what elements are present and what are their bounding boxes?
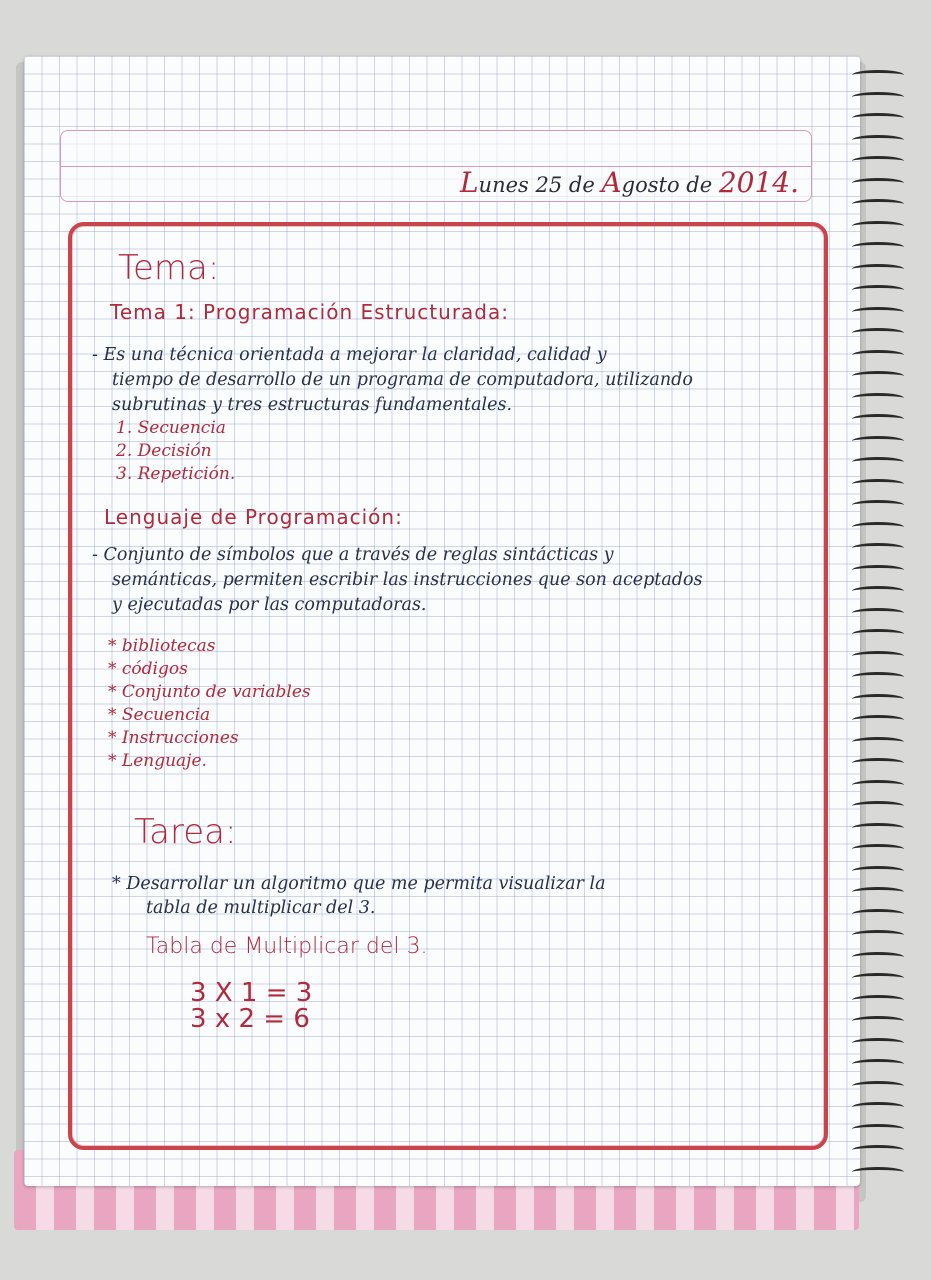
spiral-coil: [852, 844, 904, 854]
spiral-coil: [852, 565, 904, 575]
tema-item-3: 3. Repetición.: [116, 464, 236, 484]
spiral-coil: [852, 651, 904, 661]
spiral-coil: [852, 457, 904, 467]
spiral-coil: [852, 264, 904, 274]
tema-line-2: tiempo de desarrollo de un programa de computadora, utilizando: [112, 370, 693, 390]
spiral-coil: [852, 1124, 904, 1134]
tarea-heading: Tarea:: [134, 812, 237, 852]
tema-item-2: 2. Decisión: [116, 441, 212, 461]
spiral-coil: [852, 436, 904, 446]
spiral-coil: [852, 672, 904, 682]
date-cap-a: A: [601, 166, 622, 199]
lenguaje-bullet-1: * bibliotecas: [108, 636, 216, 656]
spiral-coil: [852, 1145, 904, 1155]
spiral-coil: [852, 414, 904, 424]
lenguaje-line-3: y ejecutadas por las computadoras.: [112, 595, 427, 615]
lenguaje-line-1: - Conjunto de símbolos que a través de reglas sintácticas y: [92, 545, 614, 565]
spiral-coil: [852, 909, 904, 919]
tema-heading: Tema:: [118, 248, 220, 288]
table-row-1: 3 X 1 = 3: [190, 978, 313, 1008]
lenguaje-line-2: semánticas, permiten escribir las instrucciones que son aceptados: [112, 570, 703, 590]
spiral-coil: [852, 285, 904, 295]
spiral-coil: [852, 1102, 904, 1112]
spiral-coil: [852, 199, 904, 209]
tarea-line-1: * Desarrollar un algoritmo que me permita visualizar la: [112, 874, 606, 894]
spiral-coil: [852, 823, 904, 833]
tema-subheading: Tema 1: Programación Estructurada:: [110, 300, 509, 324]
spiral-coil: [852, 328, 904, 338]
table-title: Tabla de Multiplicar del 3.: [146, 934, 428, 959]
spiral-coil: [852, 866, 904, 876]
spiral-coil: [852, 586, 904, 596]
tema-line-3: subrutinas y tres estructuras fundamentales.: [112, 395, 513, 415]
lenguaje-bullet-4: * Secuencia: [108, 705, 211, 725]
spiral-coil: [852, 156, 904, 166]
tarea-line-2: tabla de multiplicar del 3.: [146, 898, 376, 918]
lenguaje-bullet-3: * Conjunto de variables: [108, 682, 311, 702]
spiral-coil: [852, 221, 904, 231]
spiral-coil: [852, 70, 904, 80]
spiral-coil: [852, 694, 904, 704]
spiral-coil: [852, 887, 904, 897]
spiral-coil: [852, 629, 904, 639]
table-row-2: 3 x 2 = 6: [190, 1004, 310, 1034]
spiral-coil: [852, 543, 904, 553]
spiral-coil: [852, 178, 904, 188]
spiral-coil: [852, 715, 904, 725]
date-line: [460, 166, 799, 199]
lenguaje-bullet-2: * códigos: [108, 659, 188, 679]
spiral-coil: [852, 92, 904, 102]
spiral-coil: [852, 350, 904, 360]
spiral-coil: [852, 758, 904, 768]
spiral-coil: [852, 479, 904, 489]
tema-item-1: 1. Secuencia: [116, 418, 226, 438]
spiral-coil: [852, 1167, 904, 1177]
spiral-coil: [852, 522, 904, 532]
spiral-coil: [852, 801, 904, 811]
spiral-coil: [852, 737, 904, 747]
spiral-coil: [852, 973, 904, 983]
spiral-coil: [852, 930, 904, 940]
tema-line-1: - Es una técnica orientada a mejorar la claridad, calidad y: [92, 345, 607, 365]
spiral-coil: [852, 995, 904, 1005]
spiral-coil: [852, 500, 904, 510]
spiral-coil: [852, 242, 904, 252]
spiral-coil: [852, 1016, 904, 1026]
date-part-1: unes 25 de: [478, 173, 602, 197]
spiral-coil: [852, 608, 904, 618]
date-cap-l: L: [459, 166, 479, 199]
date-part-2: gosto de: [621, 173, 719, 197]
lenguaje-bullet-5: * Instrucciones: [108, 728, 239, 748]
date-year: 2014.: [718, 166, 799, 199]
lenguaje-heading: Lenguaje de Programación:: [104, 505, 403, 529]
spiral-binding: [852, 70, 912, 1200]
spiral-coil: [852, 371, 904, 381]
spiral-coil: [852, 135, 904, 145]
spiral-coil: [852, 393, 904, 403]
spiral-coil: [852, 1081, 904, 1091]
spiral-coil: [852, 307, 904, 317]
lenguaje-bullet-6: * Lenguaje.: [108, 751, 207, 771]
spiral-coil: [852, 113, 904, 123]
spiral-coil: [852, 1038, 904, 1048]
spiral-coil: [852, 780, 904, 790]
spiral-coil: [852, 952, 904, 962]
spiral-coil: [852, 1059, 904, 1069]
